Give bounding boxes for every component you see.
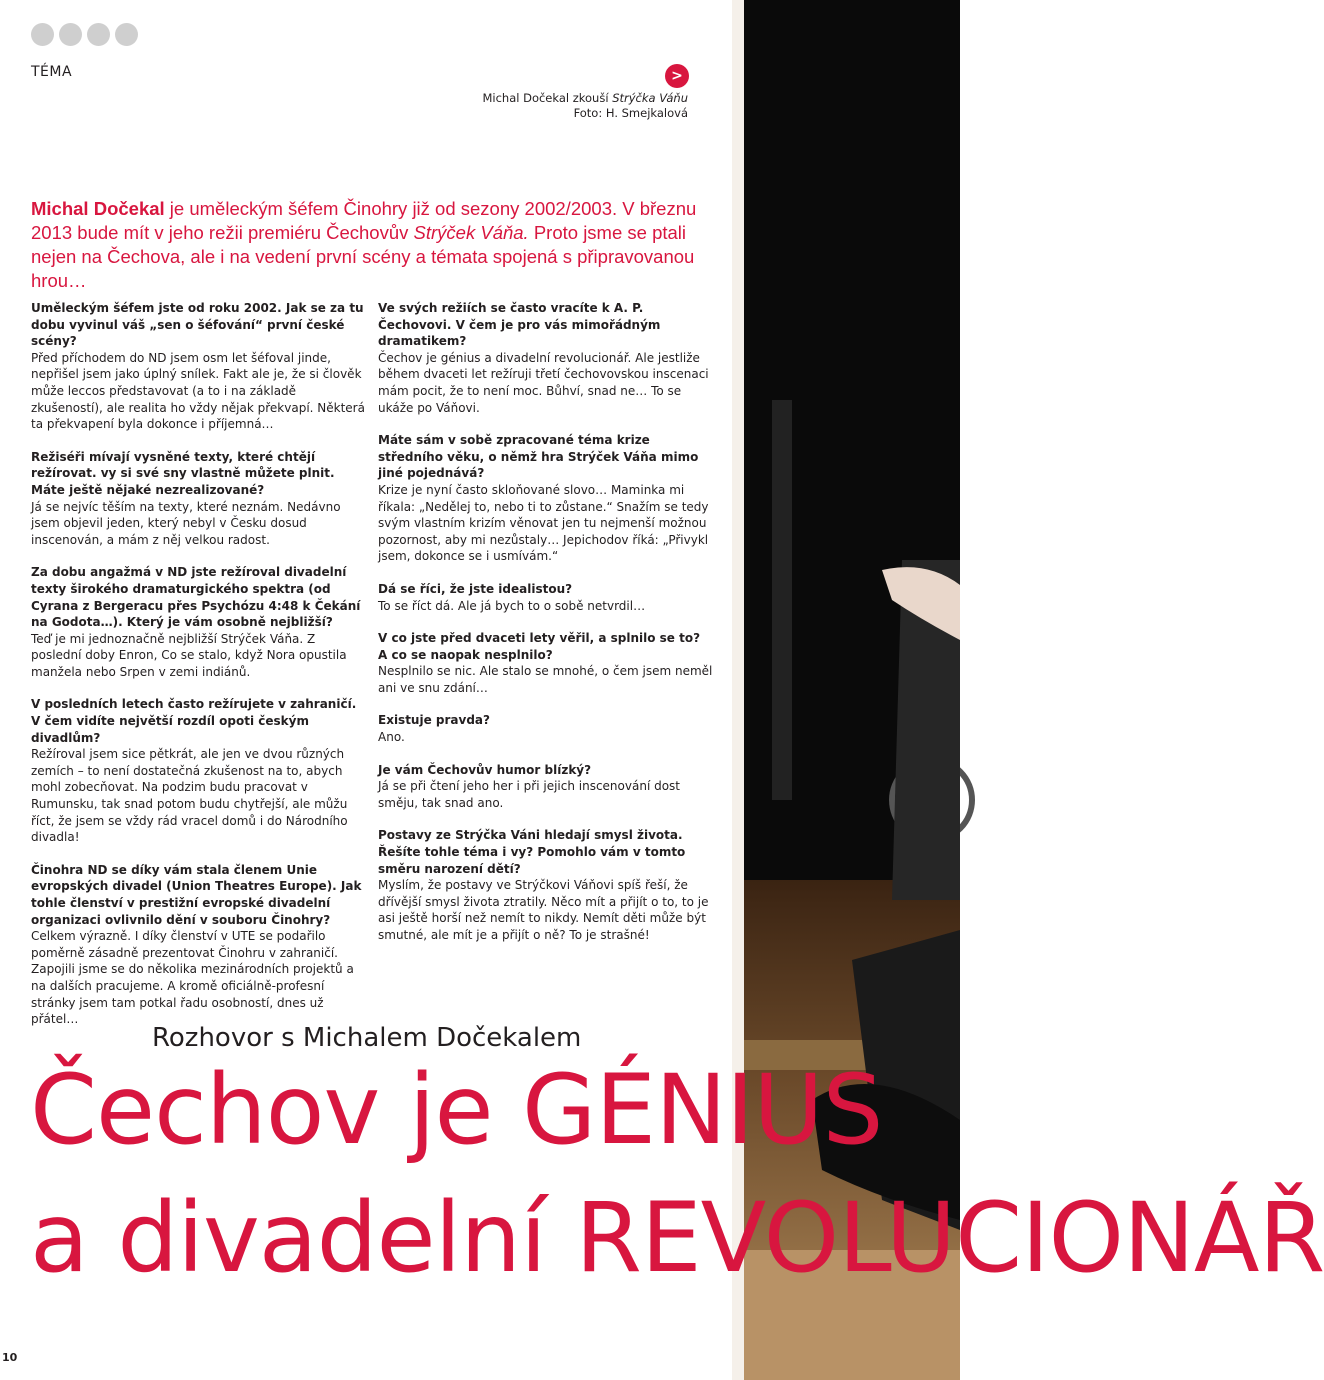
qa-item [31,449,366,549]
lead-paragraph [31,197,721,293]
article-subtitle: Rozhovor s Michalem Dočekalem [152,1023,582,1053]
left-column [31,300,366,1044]
qa-item [378,300,713,416]
caption-credit: Foto: H. Smejkalová [573,106,688,120]
qa-item [378,630,713,696]
question: Ve svých režiích se často vracíte k A. P. Čechovovi. V čem je pro vás mimořádným dramatikem? [378,301,661,349]
dot [87,23,110,46]
lead-tail: Proto jsme se ptali nejen na Čechova, ale i na vedení první scény a témata spojená s připravovanou hrou… [31,222,695,291]
qa-item [31,300,366,433]
decorative-dots [31,23,138,46]
question: Uměleckým šéfem jste od roku 2002. Jak se za tu dobu vyvinul váš „sen o šéfování“ první české scény? [31,301,364,349]
question: Za dobu angažmá v ND jste režíroval divadelní texty širokého dramaturgického spektra (od Cyrana z Bergeracu přes Psychózu 4:48 k Čekání na Godota…). Který je vám osobně nejbližší? [31,565,361,630]
caption-text: Michal Dočekal zkouší [482,91,613,105]
answer: To se říct dá. Ale já bych to o sobě netvrdil… [378,598,646,613]
headline-line-2: a divadelní REVOLUCIONÁŘ [30,1182,1324,1294]
question: V co jste před dvaceti lety věřil, a splnilo se to? A co se naopak nesplnilo? [378,631,701,662]
answer: Režíroval jsem sice pětkrát, ale jen ve dvou různých zemích – to není dostatečná zkušenost na to, abych mohl zobecňovat. Na podzim budu pracovat v Rumunsku, tak snad potom budu chytřejší, ale můžu říct, že jsem se vždy rád vracel domů i do Národního divadla! [31,747,348,845]
lead-text: je uměleckým šéfem Činohry již od sezony 2002/2003. V březnu 2013 bude mít v jeho režii premiéru Čechovův [31,198,697,243]
dot [115,23,138,46]
qa-item [378,762,713,812]
qa-item [378,827,713,943]
answer: Teď je mi jednoznačně nejbližší Strýček Váňa. Z poslední doby Enron, Co se stalo, když Nora opustila manžela nebo Srpen v zemi indiánů. [31,631,347,679]
question: Činohra ND se díky vám stala členem Unie evropských divadel (Union Theatres Europe). Jak tohle členství v prestižní evropské divadelní organizaci ovlivnilo dění v souboru Činohry? [31,862,362,927]
lead-title: Strýček Váňa. [413,222,529,243]
answer: Nesplnilo se nic. Ale stalo se mnohé, o čem jsem neměl ani ve snu zdání… [378,664,713,695]
question: Režiséři mívají vysněné texty, které chtějí režírovat. vy si své sny vlastně můžete plnit. Máte ještě nějaké nezrealizované? [31,449,335,497]
qa-item [31,696,366,845]
question: Existuje pravda? [378,713,490,728]
arrow-icon: > [665,64,689,88]
qa-item [31,862,366,1028]
answer: Před příchodem do ND jsem osm let šéfoval jinde, nepřišel jsem jako úplný snílek. Fakt ale je, že si člověk může leccos představovat (a to i na základě zkušeností), ale realita ho vždy nějak překvapí. Některá ta překvapení byla dokonce i příjemná… [31,350,365,432]
question: Je vám Čechovův humor blízký? [378,762,592,777]
qa-item [31,564,366,680]
answer: Ano. [378,730,405,745]
photo-caption [482,91,688,121]
answer: Já se při čtení jeho her i při jejich inscenování dost směju, tak snad ano. [378,779,681,810]
caption-title: Strýčka Váňu [612,91,688,105]
qa-item [378,432,713,565]
right-column [378,300,713,960]
dot [59,23,82,46]
dot [31,23,54,46]
question: Dá se říci, že jste idealistou? [378,581,573,596]
page-number: 10 [2,1351,18,1364]
qa-item [378,712,713,745]
question: V posledních letech často režírujete v zahraničí. V čem vidíte největší rozdíl opoti českým divadlům? [31,697,357,745]
answer: Myslím, že postavy ve Strýčkovi Váňovi spíš řeší, že dřívější smysl života ztratily. Něco mít a přijít o to, to je asi ještě horší než nemít to nikdy. Nemít děti může být smutné, ale mít je a přijít o ně? To je strašné! [378,878,709,942]
answer: Čechov je génius a divadelní revolucionář. Ale jestliže během dvaceti let režíruji třetí čechovovskou inscenaci mám pocit, že to není moc. Bůhví, snad ne… To se ukáže po Váňovi. [378,350,709,415]
answer: Krize je nyní často skloňované slovo… Maminka mi říkala: „Nedělej to, nebo ti to zůstane.“ Snažím se tedy svým vlastním krizím věnovat jen tu nejmenší možnou pozornost, aby mi nezůstaly… Jepichodov říká: „Přivykl jsem, dokonce se i usmívám.“ [378,482,709,564]
answer: Já se nejvíc těším na texty, které neznám. Nedávno jsem objevil jeden, který nebyl v Česku dosud inscenován, a mám z něj velkou radost. [31,499,341,547]
answer: Celkem výrazně. I díky členství v UTE se podařilo poměrně zásadně prezentovat Činohru v zahraničí. Zapojili jsme se do několika mezinárodních projektů a na dalších pracujeme. A kromě oficiálně-profesní stránky jsem tam potkal řadu osobností, dnes už přátel… [31,929,354,1027]
question: Postavy ze Strýčka Váni hledají smysl života. Řešíte tohle téma i vy? Pomohlo vám v tomto směru narození dětí? [378,828,686,876]
qa-item [378,581,713,614]
photo [732,0,960,1380]
section-label: TÉMA [31,64,73,80]
question: Máte sám v sobě zpracované téma krize středního věku, o němž hra Strýček Váňa mimo jiné pojednává? [378,433,699,481]
headline-line-1: Čechov je GÉNIUS [30,1054,883,1166]
lead-name: Michal Dočekal [31,198,165,219]
